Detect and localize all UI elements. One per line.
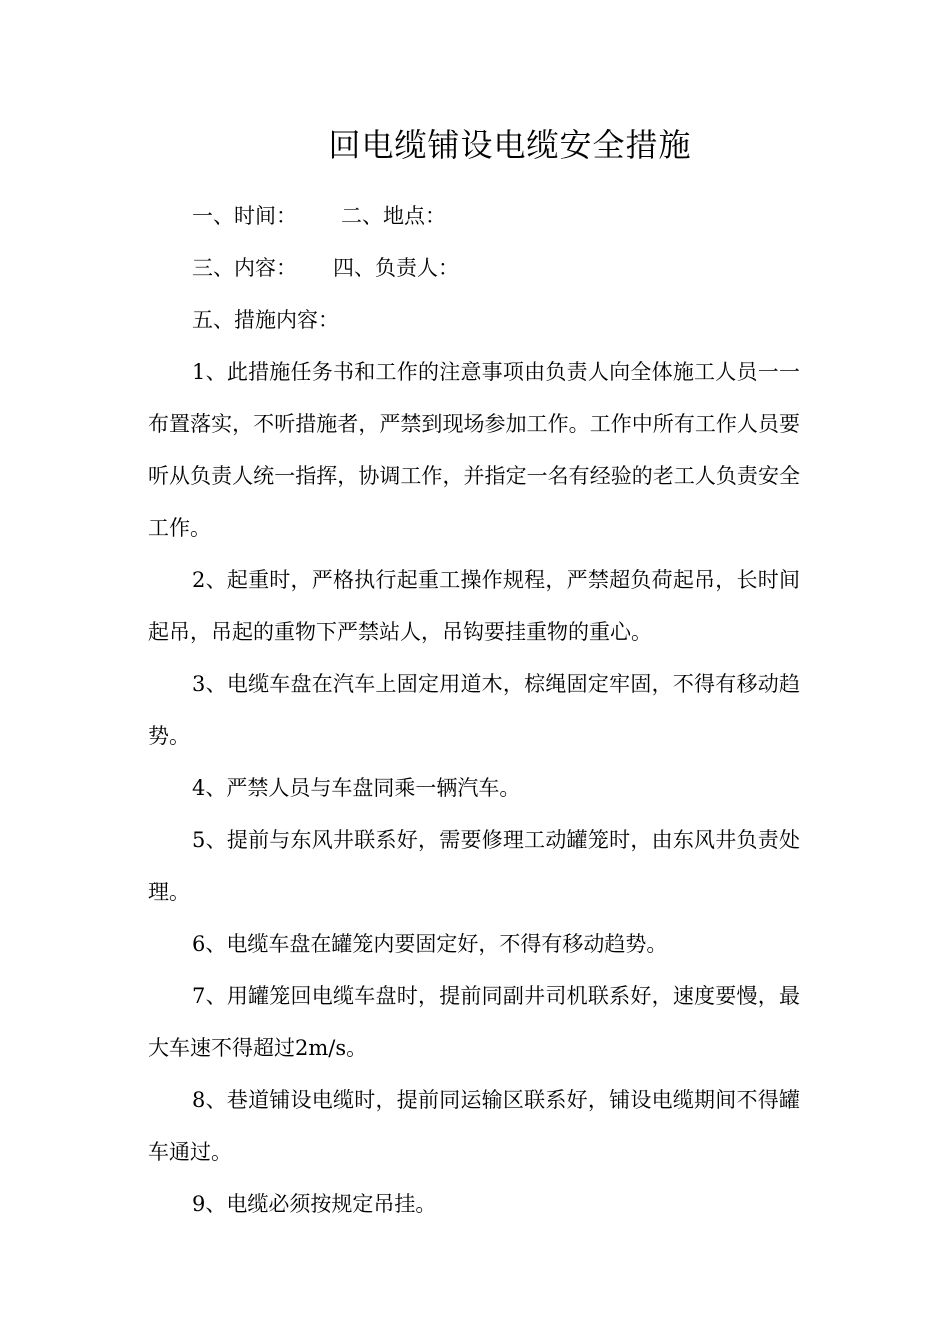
measure-item-7: 7、用罐笼回电缆车盘时，提前同副井司机联系好，速度要慢，最大车速不得超过2m/s。 xyxy=(148,984,800,1060)
content-label: 三、内容： xyxy=(192,256,297,280)
document-title: 回电缆铺设电缆安全措施 xyxy=(328,126,692,164)
measure-item-8: 8、巷道铺设电缆时，提前同运输区联系好，铺设电缆期间不得罐车通过。 xyxy=(148,1088,800,1164)
measure-item-5: 5、提前与东风井联系好，需要修理工动罐笼时，由东风井负责处理。 xyxy=(148,828,800,904)
place-label: 二、地点： xyxy=(341,204,446,228)
measure-item-6: 6、电缆车盘在罐笼内要固定好，不得有移动趋势。 xyxy=(192,932,668,956)
measure-item-4: 4、严禁人员与车盘同乘一辆汽车。 xyxy=(192,776,521,800)
measure-item-2: 2、起重时，严格执行起重工操作规程，严禁超负荷起吊，长时间起吊，吊起的重物下严禁站人，吊钩要挂重物的重心。 xyxy=(148,568,800,644)
content-person-line xyxy=(148,242,800,294)
time-place-line xyxy=(148,190,800,242)
measure-item-9: 9、电缆必须按规定吊挂。 xyxy=(192,1192,437,1216)
measure-item-3: 3、电缆车盘在汽车上固定用道木，棕绳固定牢固，不得有移动趋势。 xyxy=(148,672,800,748)
time-label: 一、时间： xyxy=(192,204,297,228)
person-label: 四、负责人： xyxy=(333,256,459,280)
document-body xyxy=(148,190,800,1230)
measure-item-1: 1、此措施任务书和工作的注意事项由负责人向全体施工人员一一布置落实，不听措施者，严禁到现场参加工作。工作中所有工作人员要听从负责人统一指挥，协调工作，并指定一名有经验的老工人负责安全工作。 xyxy=(148,360,800,540)
measures-label: 五、措施内容： xyxy=(192,308,339,332)
